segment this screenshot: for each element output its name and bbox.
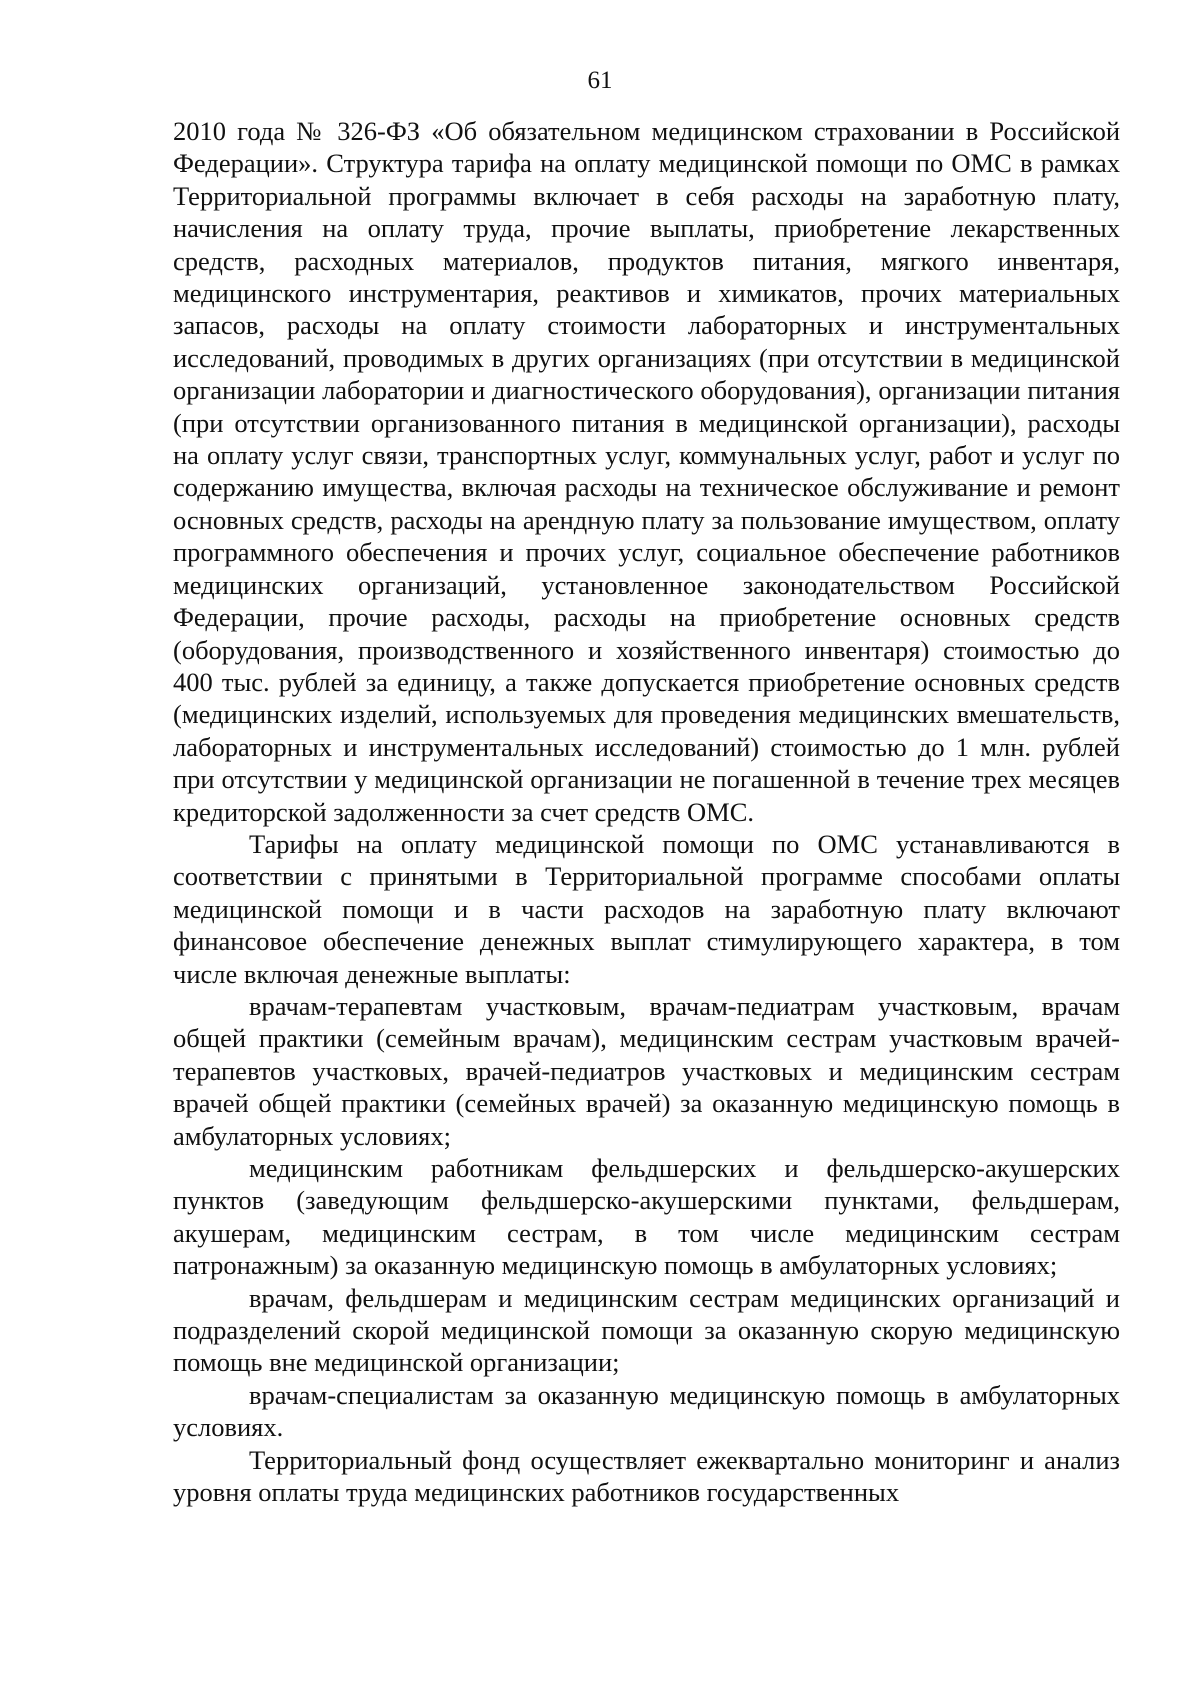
paragraph-tariff-structure: 2010 года № 326-ФЗ «Об обязательном медицинском страховании в Российской Федерации». Структура тарифа на оплату медицинской помощи по ОМС в рамках Территориальной программы включает в себя расходы на заработную плату, начисления на оплату труда, прочие выплаты, приобретение лекарственных средств, расходных материалов, продуктов питания, мягкого инвентаря, медицинского инструментария, реактивов и химикатов, прочих материальных запасов, расходы на оплату стоимости лабораторных и инструментальных исследований, проводимых в других организациях (при отсутствии в медицинской организации лаборатории и диагностического оборудования), организации питания (при отсутствии организованного питания в медицинской организации), расходы на оплату услуг связи, транспортных услуг, коммунальных услуг, работ и услуг по содержанию имущества, включая расходы на техническое обслуживание и ремонт основных средств, расходы на арендную плату за пользование имуществом, оплату программного обеспечения и прочих услуг, социальное обеспечение работников медицинских организаций, установленное законодательством Российской Федерации, прочие расходы, расходы на приобретение основных средств (оборудования, производственного и хозяйственного инвентаря) стоимостью до 400 тыс. рублей за единицу, а также допускается приобретение основных средств (медицинских изделий, используемых для проведения медицинских вмешательств, лабораторных и инструментальных исследований) стоимостью до 1 млн. рублей при отсутствии у медицинской организации не погашенной в течение трех месяцев кредиторской задолженности за счет средств ОМС. — [173, 116, 1120, 827]
document-body — [173, 115, 1120, 1508]
paragraph-specialists: врачам-специалистам за оказанную медицинскую помощь в амбулаторных условиях. — [173, 1379, 1120, 1443]
paragraph-district-physicians: врачам-терапевтам участковым, врачам-педиатрам участковым, врачам общей практики (семейным врачам), медицинским сестрам участковым врачей-терапевтов участковых, врачей-педиатров участковых и медицинским сестрам врачей общей практики (семейных врачей) за оказанную медицинскую помощь в амбулаторных условиях; — [173, 990, 1120, 1151]
paragraph-territorial-fund-monitoring: Территориальный фонд осуществляет ежеквартально мониторинг и анализ уровня оплаты труда медицинских работников государственных — [173, 1444, 1120, 1508]
paragraph-feldsher-stations: медицинским работникам фельдшерских и фельдшерско-акушерских пунктов (заведующим фельдшерско-акушерскими пунктами, фельдшерам, акушерам, медицинским сестрам, в том числе медицинским сестрам патронажным) за оказанную медицинскую помощь в амбулаторных условиях; — [173, 1153, 1120, 1281]
paragraph-emergency-care: врачам, фельдшерам и медицинским сестрам медицинских организаций и подразделений скорой медицинской помощи за оказанную скорую медицинскую помощь вне медицинской организации; — [173, 1282, 1120, 1378]
page-number: 61 — [587, 67, 613, 94]
paragraph-tariffs-incentive-payments: Тарифы на оплату медицинской помощи по ОМС устанавливаются в соответствии с принятыми в Территориальной программе способами оплаты медицинской помощи и в части расходов на заработную плату включают финансовое обеспечение денежных выплат стимулирующего характера, в том числе включая денежные выплаты: — [173, 828, 1120, 989]
